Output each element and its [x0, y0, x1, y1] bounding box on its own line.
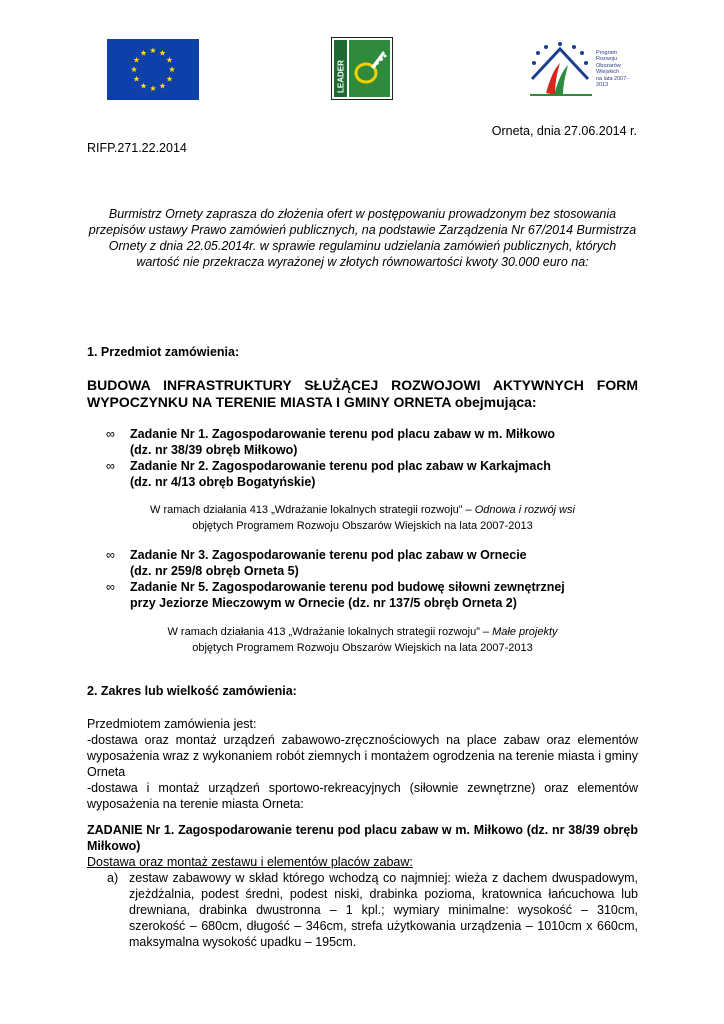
prow-house-icon [524, 39, 596, 101]
task1-heading: ZADANIE Nr 1. Zagospodarowanie terenu pod placu zabaw w m. Miłkowo (dz. nr 38/39 obręb Miłkowo) [87, 823, 638, 853]
task1-subheading [87, 854, 413, 870]
project-title: BUDOWA INFRASTRUKTURY SŁUŻĄCEJ ROZWOJOWI AKTYWNYCH FORM WYPOCZYNKU NA TERENIE MIASTA I GMINY ORNETA obejmująca: [87, 377, 638, 410]
note-text: W ramach działania 413 „Wdrażanie lokalnych strategii rozwoju” – [150, 504, 475, 516]
note-text: objętych Programem Rozwoju Obszarów Wiejskich na lata 2007-2013 [192, 642, 533, 654]
note-text: objętych Programem Rozwoju Obszarów Wiejskich na lata 2007-2013 [192, 520, 533, 532]
eu-flag-icon [107, 39, 199, 100]
task-line: przy Jeziorze Mieczowym w Ornecie (dz. nr 137/5 obręb Orneta 2) [130, 596, 517, 610]
task-line: Zadanie Nr 3. Zagospodarowanie terenu pod plac zabaw w Ornecie [130, 548, 527, 562]
prow-line: na lata 2007-2013 [596, 75, 629, 89]
task-bullet [106, 579, 646, 611]
scope-item: -dostawa oraz montaż urządzeń zabawowo-zręcznościowych na place zabaw oraz elementów wyposażenia wraz z wykonaniem robót ziemnych i montażem ogrodzenia na terenie miasta i gminy Orneta [87, 733, 638, 779]
note-emphasis: Odnowa i rozwój wsi [474, 504, 575, 516]
prow-line: Rozwoju [596, 56, 618, 63]
funding-note [87, 502, 638, 534]
scope-lead: Przedmiotem zamówienia jest: [87, 717, 257, 731]
leader-logo [331, 37, 393, 100]
task-line: Zadanie Nr 5. Zagospodarowanie terenu pod budowę siłowni zewnętrznej [130, 580, 565, 594]
scope-item: -dostawa i montaż urządzeń sportowo-rekreacyjnych (siłownie zewnętrzne) oraz elementów wyposażenia na terenie miasta Orneta: [87, 781, 638, 811]
intro-paragraph: Burmistrz Ornety zaprasza do złożenia ofert w postępowaniu prowadzonym bez stosowania przepisów ustawy Prawo zamówień publicznych, na podstawie Zarządzenia Nr 67/2014 Burmistrza Ornety z dnia 22.05.2014r. w sprawie regulaminu udzielania zamówień publicznych, których wartość nie przekracza wyrażonej w złotych równowartości kwoty 30.000 euro na: [88, 207, 637, 269]
note-emphasis: Małe projekty [492, 626, 558, 638]
infinity-bullet-icon: ∞ [106, 580, 115, 594]
prow-line: Wiejskich [596, 69, 620, 76]
infinity-bullet-icon: ∞ [106, 459, 115, 473]
section1-heading: 1. Przedmiot zamówienia: [87, 345, 240, 359]
leader-logo-icon [331, 37, 393, 100]
task-line: Zadanie Nr 1. Zagospodarowanie terenu pod placu zabaw w m. Miłkowo [130, 427, 556, 441]
section2-heading: 2. Zakres lub wielkość zamówienia: [87, 684, 297, 698]
prow-logo [524, 39, 634, 101]
task1-subheading-text: Dostawa oraz montaż zestawu i elementów placów zabaw: [87, 855, 413, 869]
equipment-item [107, 870, 638, 950]
funding-note [87, 624, 638, 656]
infinity-bullet-icon: ∞ [106, 427, 115, 441]
task-line: Zadanie Nr 2. Zagospodarowanie terenu pod plac zabaw w Karkajmach [130, 459, 551, 473]
item-label: a) [107, 871, 119, 885]
prow-line: Obszarów [596, 62, 621, 69]
task-line: (dz. nr 259/8 obręb Orneta 5) [130, 564, 299, 578]
reference-number: RIFP.271.22.2014 [87, 141, 187, 155]
leader-text: LEADER [336, 60, 346, 93]
note-text: W ramach działania 413 „Wdrażanie lokalnych strategii rozwoju” – [167, 626, 493, 638]
prow-line: Program [596, 50, 618, 56]
task-line: (dz. nr 38/39 obręb Miłkowo) [130, 443, 298, 457]
item-text: zestaw zabawowy w skład którego wchodzą co najmniej: wieża z dachem dwuspadowym, zjeżdżalnia, podest średni, podest niski, drabinka pozioma, kratownica łańcuchowa lub drewniana, drabinka dwustronna – 1 kpl.; wymiary minimalne: wysokość – 310cm, szerokość – 680cm, długość – 346cm, strefa użytkowania urządzenia – 1010cm x 660cm, maksymalna wysokość upadku – 195cm. [129, 871, 638, 949]
task-bullet [106, 458, 646, 490]
infinity-bullet-icon: ∞ [106, 548, 115, 562]
task-bullet [106, 426, 646, 458]
date-line: Orneta, dnia 27.06.2014 r. [491, 124, 637, 138]
eu-flag-logo [107, 39, 199, 100]
task-bullet [106, 547, 646, 579]
prow-logo-text [596, 50, 634, 88]
task-line: (dz. nr 4/13 obręb Bogatyńskie) [130, 475, 316, 489]
